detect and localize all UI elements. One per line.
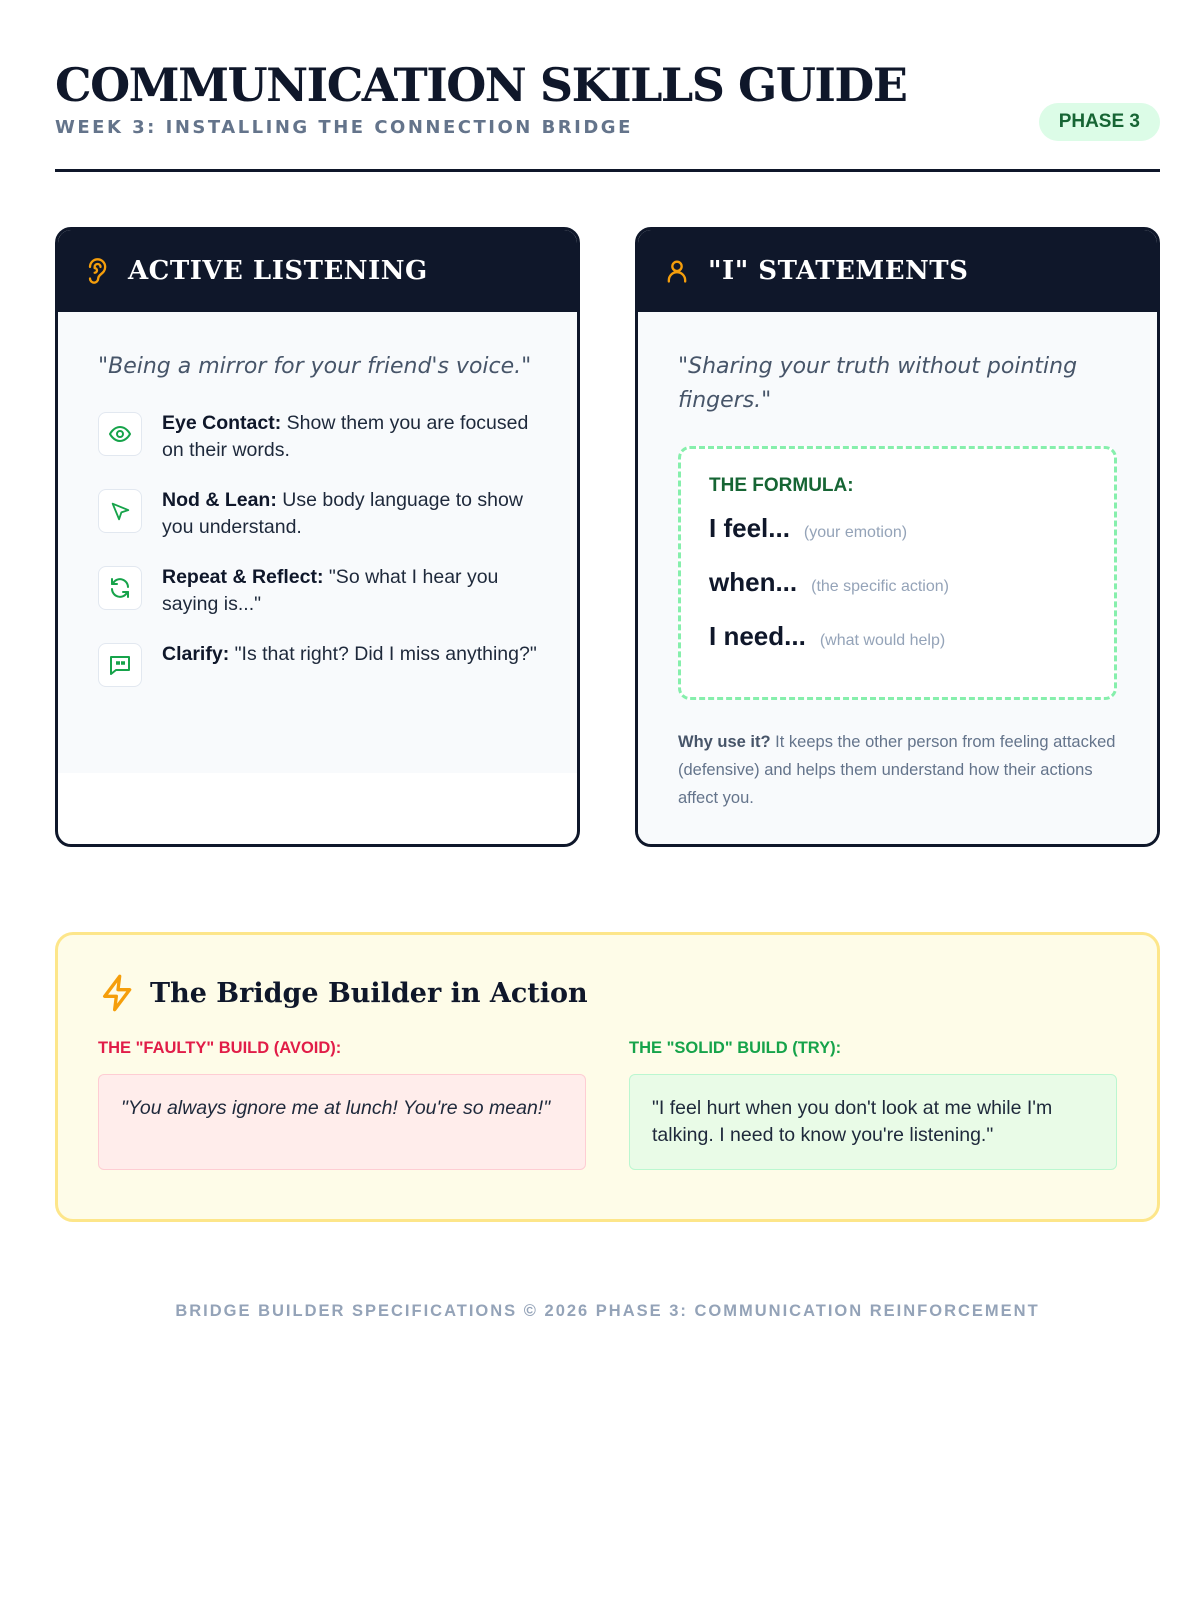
- formula-word: I feel...: [709, 513, 790, 543]
- why-label: Why use it?: [678, 733, 771, 751]
- footer: BRIDGE BUILDER SPECIFICATIONS © 2026 PHASE 3: COMMUNICATION REINFORCEMENT: [175, 1302, 1040, 1320]
- active-listening-title: ACTIVE LISTENING: [128, 256, 428, 286]
- example-columns: [98, 1039, 1117, 1170]
- i-statements-quote: "Sharing your truth without pointing fingers.": [678, 354, 1078, 413]
- why-use-it: [678, 728, 1117, 812]
- page-subtitle: WEEK 3: INSTALLING THE CONNECTION BRIDGE: [55, 117, 633, 138]
- faulty-example: "You always ignore me at lunch! You're so mean!": [98, 1074, 586, 1170]
- formula-hint: (what would help): [819, 632, 946, 649]
- solid-label: THE "SOLID" BUILD (TRY):: [629, 1039, 842, 1057]
- tip-description: Use body language to show you understand.: [162, 489, 523, 538]
- tip-repeat-reflect: [98, 564, 537, 618]
- formula-row-when: [709, 567, 1086, 621]
- formula-word: when...: [709, 567, 798, 597]
- solid-column: [629, 1039, 1117, 1170]
- i-statements-card: [635, 227, 1160, 847]
- formula-label: THE FORMULA:: [709, 475, 854, 496]
- bridge-builder-header: [98, 973, 1117, 1013]
- tip-term: Repeat & Reflect:: [162, 566, 324, 588]
- formula-box: [678, 446, 1117, 700]
- tip-list: [98, 410, 537, 687]
- why-text: It keeps the other person from feeling attacked (defensive) and helps them understand how their actions affect you.: [678, 733, 1116, 807]
- quote-message-icon: [98, 643, 142, 687]
- bridge-builder-section: [55, 932, 1160, 1222]
- formula-row-feel: [709, 513, 1086, 567]
- user-icon: [662, 256, 692, 286]
- formula-word: I need...: [709, 621, 806, 651]
- tip-term: Nod & Lean:: [162, 489, 277, 511]
- tip-description: "Is that right? Did I miss anything?": [229, 643, 537, 665]
- tip-description: "So what I hear you saying is...": [162, 566, 499, 615]
- tip-clarify: [98, 641, 537, 687]
- active-listening-quote: "Being a mirror for your friend's voice.": [98, 354, 532, 379]
- i-statements-title: "I" STATEMENTS: [708, 256, 969, 286]
- tip-nod-lean: [98, 487, 537, 541]
- faulty-column: [98, 1039, 586, 1170]
- active-listening-body: [58, 312, 577, 773]
- cursor-pointer-icon: [98, 489, 142, 533]
- bridge-builder-title: The Bridge Builder in Action: [150, 977, 588, 1009]
- page-title: COMMUNICATION SKILLS GUIDE: [55, 58, 907, 112]
- tip-term: Eye Contact:: [162, 412, 282, 434]
- formula-row-need: [709, 621, 1086, 675]
- eye-icon: [98, 412, 142, 456]
- refresh-icon: [98, 566, 142, 610]
- solid-example: "I feel hurt when you don't look at me while I'm talking. I need to know you're listening.": [629, 1074, 1117, 1170]
- faulty-label: THE "FAULTY" BUILD (AVOID):: [98, 1039, 342, 1057]
- tip-description: Show them you are focused on their words.: [162, 412, 529, 461]
- i-statements-body: [638, 312, 1157, 842]
- lightning-icon: [98, 973, 138, 1013]
- i-statements-header: [638, 230, 1157, 312]
- active-listening-card: [55, 227, 580, 847]
- tip-term: Clarify:: [162, 643, 230, 665]
- phase-badge: PHASE 3: [1039, 103, 1160, 141]
- active-listening-header: [58, 230, 577, 312]
- page: [55, 0, 1160, 1320]
- formula-hint: (your emotion): [803, 524, 908, 541]
- header: [55, 0, 1160, 172]
- tip-eye-contact: [98, 410, 537, 464]
- formula-hint: (the specific action): [811, 578, 949, 595]
- ear-icon: [82, 256, 112, 286]
